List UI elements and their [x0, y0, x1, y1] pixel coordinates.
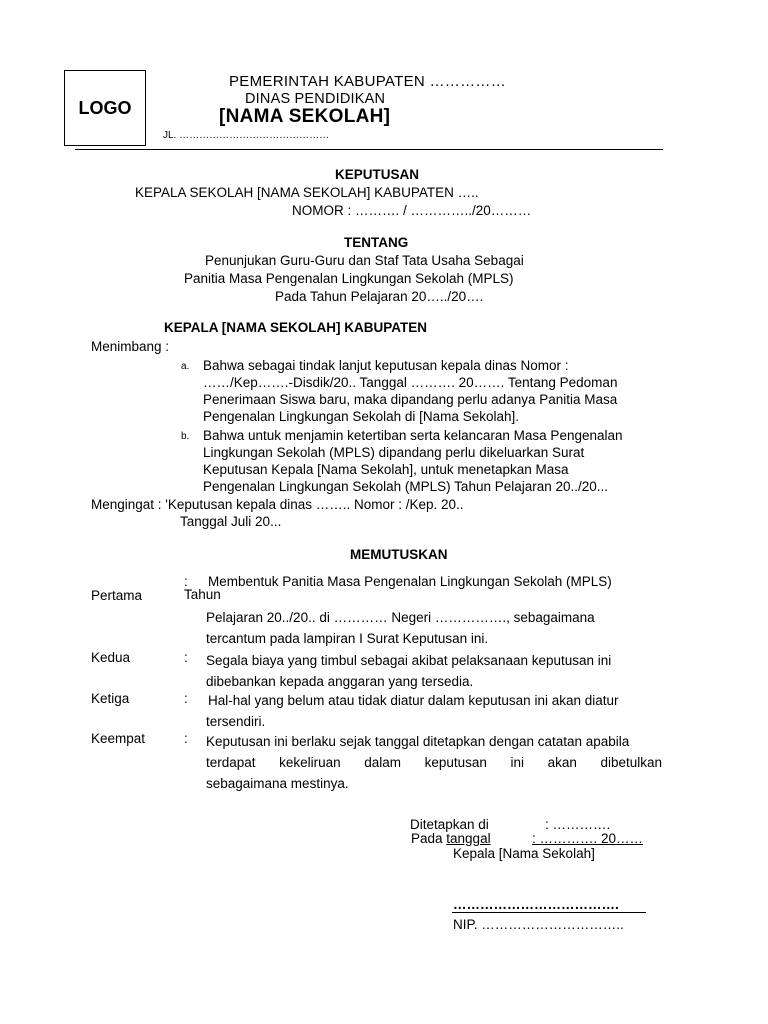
pertama-line: Pelajaran 20../20.. di ………… Negeri ……………., sebagaimana [206, 610, 595, 625]
menimbang-b-line: Bahwa untuk menjamin ketertiban serta kelancaran Masa Pengenalan [203, 428, 623, 443]
menimbang-marker-a: a. [181, 361, 190, 372]
memutuskan-heading: MEMUTUSKAN [350, 547, 448, 562]
pertama-text [206, 607, 664, 649]
ketiga-label: Ketiga [91, 691, 130, 706]
keempat-colon: : [184, 731, 188, 746]
pertama-text-wrap: Tahun [184, 587, 221, 602]
keempat-label: Keempat [91, 731, 146, 746]
kedua-line: dibebankan kepada anggaran yang tersedia. [206, 674, 474, 689]
header-department: DINAS PENDIDIKAN [245, 91, 386, 107]
signature-role: Kepala [Nama Sekolah] [453, 846, 595, 861]
ketiga-line: tersendiri. [206, 714, 266, 729]
keempat-text [206, 731, 672, 794]
title-kepala: KEPALA SEKOLAH [NAMA SEKOLAH] KABUPATEN ….. [135, 185, 479, 200]
menimbang-a-line: ……/Kep…….-Disdik/20.. Tanggal ………. 20……. Tentang Pedoman [203, 375, 618, 390]
title-keputusan: KEPUTUSAN [335, 167, 420, 182]
menimbang-b-line: Pengenalan Lingkungan Sekolah (MPLS) Tahun Pelajaran 20../20... [203, 479, 609, 494]
pertama-line: tercantum pada lampiran I Surat Keputusan ini. [206, 631, 489, 646]
mengingat-line-1: Mengingat : 'Keputusan kepala dinas …….. Nomor : /Kep. 20.. [91, 497, 464, 512]
subject-line-1: Penunjukan Guru-Guru dan Staf Tata Usaha Sebagai [205, 253, 524, 268]
kepala-heading: KEPALA [NAMA SEKOLAH] KABUPATEN [164, 320, 427, 335]
logo-placeholder [64, 70, 146, 146]
kedua-text [206, 650, 664, 692]
header-address: JL. ……………………………………… [163, 130, 330, 141]
logo-text: LOGO [78, 97, 132, 118]
header-government: PEMERINTAH KABUPATEN …………… [229, 73, 506, 90]
ketiga-text [208, 690, 668, 732]
ketiga-colon: : [184, 691, 188, 706]
kedua-label: Kedua [91, 650, 131, 665]
signature-name: ………………………………. [453, 897, 619, 912]
subject-line-3: Pada Tahun Pelajaran 20…../20…. [275, 289, 484, 304]
ketiga-line: Hal-hal yang belum atau tidak diatur dalam keputusan ini akan diatur [208, 693, 619, 708]
menimbang-marker-b: b. [181, 431, 190, 442]
mengingat-line-2: Tanggal Juli 20... [180, 514, 282, 529]
kedua-line: Segala biaya yang timbul sebagai akibat pelaksanaan keputusan ini [206, 653, 612, 668]
menimbang-item-a [203, 357, 677, 425]
menimbang-a-line: Pengenalan Lingkungan Sekolah di [Nama Sekolah]. [203, 409, 519, 424]
menimbang-item-b [203, 427, 677, 495]
pertama-colon: : [184, 574, 188, 589]
tanggal-value: : …………. 20…… [532, 831, 644, 846]
menimbang-a-line: Penerimaan Siswa baru, maka dipandang perlu adanya Panitia Masa [203, 392, 618, 407]
header-school-name: [NAMA SEKOLAH] [219, 106, 391, 127]
signature-nip: NIP. ………………………….. [453, 917, 624, 932]
header-divider [75, 149, 663, 150]
keempat-line: Keputusan ini berlaku sejak tanggal ditetapkan dengan catatan apabila [206, 734, 630, 749]
pertama-label: Pertama [91, 588, 143, 603]
keempat-line: sebagaimana mestinya. [206, 776, 349, 791]
keempat-line: terdapat kekeliruan dalam keputusan ini akan dibetulkan [206, 755, 662, 770]
menimbang-a-line: Bahwa sebagai tindak lanjut keputusan kepala dinas Nomor : [203, 358, 569, 373]
tanggal-prefix: Pada [411, 831, 447, 846]
title-nomor: NOMOR : ………. / …………../20……… [292, 203, 532, 218]
title-tentang: TENTANG [344, 235, 409, 250]
tanggal-label: tanggal [446, 831, 491, 846]
ditetapkan-label: Ditetapkan di [410, 817, 489, 832]
ditetapkan-value: : …………. [545, 817, 611, 832]
menimbang-label: Menimbang : [91, 339, 170, 354]
kedua-colon: : [184, 650, 188, 665]
menimbang-b-line: Keputusan Kepala [Nama Sekolah], untuk menetapkan Masa [203, 462, 569, 477]
pertama-text-first: Membentuk Panitia Masa Pengenalan Lingkungan Sekolah (MPLS) [208, 574, 612, 589]
menimbang-b-line: Lingkungan Sekolah (MPLS) dipandang perlu dikeluarkan Surat [203, 445, 585, 460]
subject-line-2: Panitia Masa Pengenalan Lingkungan Sekolah (MPLS) [184, 271, 514, 286]
tanggal-row [411, 831, 491, 846]
signature-line [452, 912, 646, 913]
